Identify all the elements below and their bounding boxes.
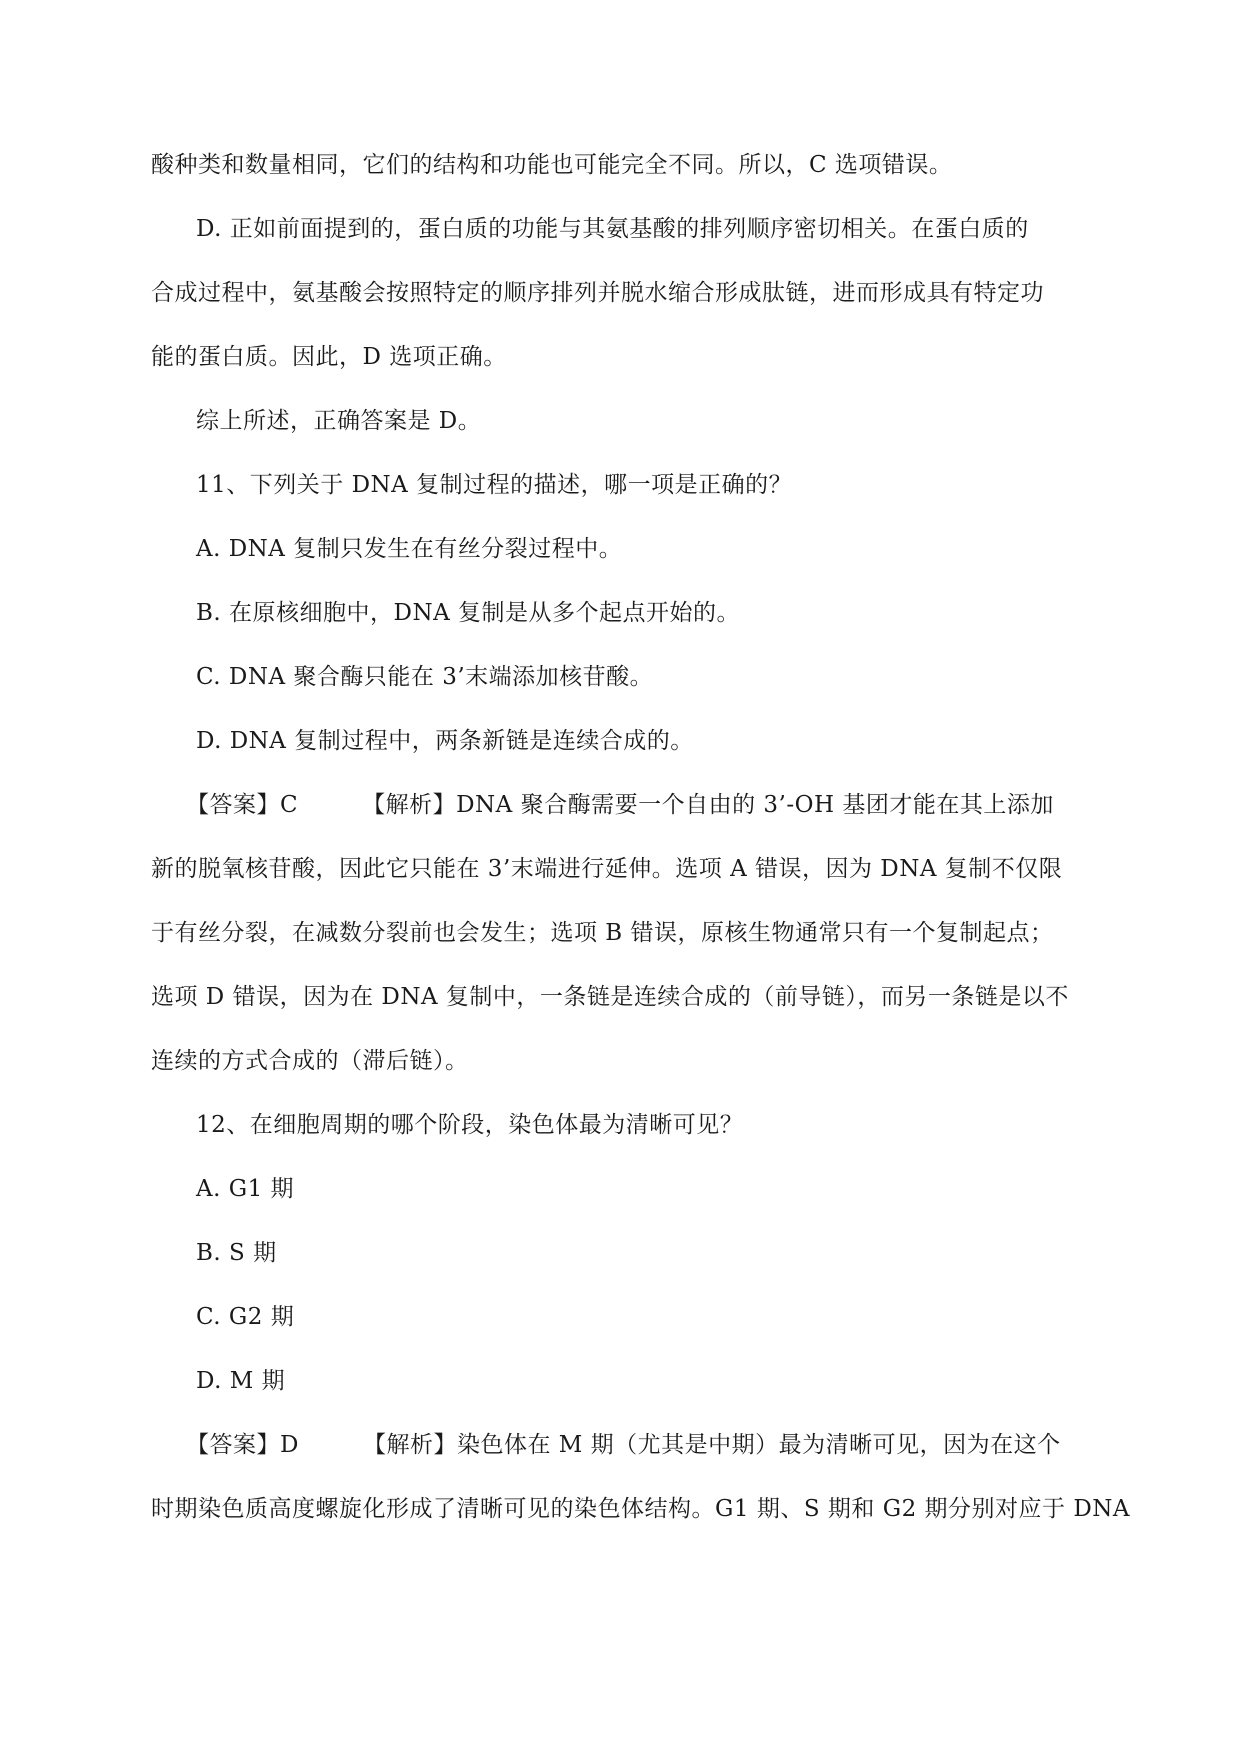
- question-11-answer-line: [186, 790, 1136, 820]
- question-11-option-b: B. 在原核细胞中，DNA 复制是从多个起点开始的。: [196, 600, 741, 626]
- text-line: 选项 D 错误，因为在 DNA 复制中，一条链是连续合成的（前导链），而另一条链是以不: [151, 984, 1069, 1010]
- option-d-explanation-line: D. 正如前面提到的，蛋白质的功能与其氨基酸的排列顺序密切相关。在蛋白质的: [196, 216, 1029, 242]
- question-11: 11、下列关于 DNA 复制过程的描述，哪一项是正确的？: [196, 472, 793, 498]
- text-line: 于有丝分裂，在减数分裂前也会发生；选项 B 错误，原核生物通常只有一个复制起点；: [151, 920, 1054, 946]
- question-12: 12、在细胞周期的哪个阶段，染色体最为清晰可见？: [196, 1112, 744, 1138]
- question-11-option-a: A. DNA 复制只发生在有丝分裂过程中。: [196, 536, 623, 562]
- question-12-option-b: B. S 期: [196, 1240, 277, 1266]
- question-11-option-d: D. DNA 复制过程中，两条新链是连续合成的。: [196, 728, 694, 754]
- text-line: 时期染色质高度螺旋化形成了清晰可见的染色体结构。G1 期、S 期和 G2 期分别对应于 DNA: [151, 1496, 1130, 1522]
- question-12-option-a: A. G1 期: [196, 1176, 295, 1202]
- question-11-answer: 【答案】C: [186, 792, 299, 818]
- question-12-answer-line: [186, 1430, 1136, 1460]
- text-line: 酸种类和数量相同，它们的结构和功能也可能完全不同。所以，C 选项错误。: [151, 152, 953, 178]
- question-11-analysis: 【解析】DNA 聚合酶需要一个自由的 3’-OH 基团才能在其上添加: [362, 792, 1054, 818]
- text-line: 连续的方式合成的（滞后链）。: [151, 1048, 469, 1074]
- summary-line: 综上所述，正确答案是 D。: [196, 408, 482, 434]
- question-12-option-d: D. M 期: [196, 1368, 286, 1394]
- question-12-answer: 【答案】D: [186, 1432, 299, 1458]
- question-11-option-c: C. DNA 聚合酶只能在 3’末端添加核苷酸。: [196, 664, 654, 690]
- text-line: 合成过程中，氨基酸会按照特定的顺序排列并脱水缩合形成肽链，进而形成具有特定功: [151, 280, 1044, 306]
- question-12-analysis: 【解析】染色体在 M 期（尤其是中期）最为清晰可见，因为在这个: [362, 1432, 1061, 1458]
- text-line: 新的脱氧核苷酸，因此它只能在 3’末端进行延伸。选项 A 错误，因为 DNA 复制不仅限: [151, 856, 1063, 882]
- text-line: 能的蛋白质。因此，D 选项正确。: [151, 344, 507, 370]
- question-12-option-c: C. G2 期: [196, 1304, 295, 1330]
